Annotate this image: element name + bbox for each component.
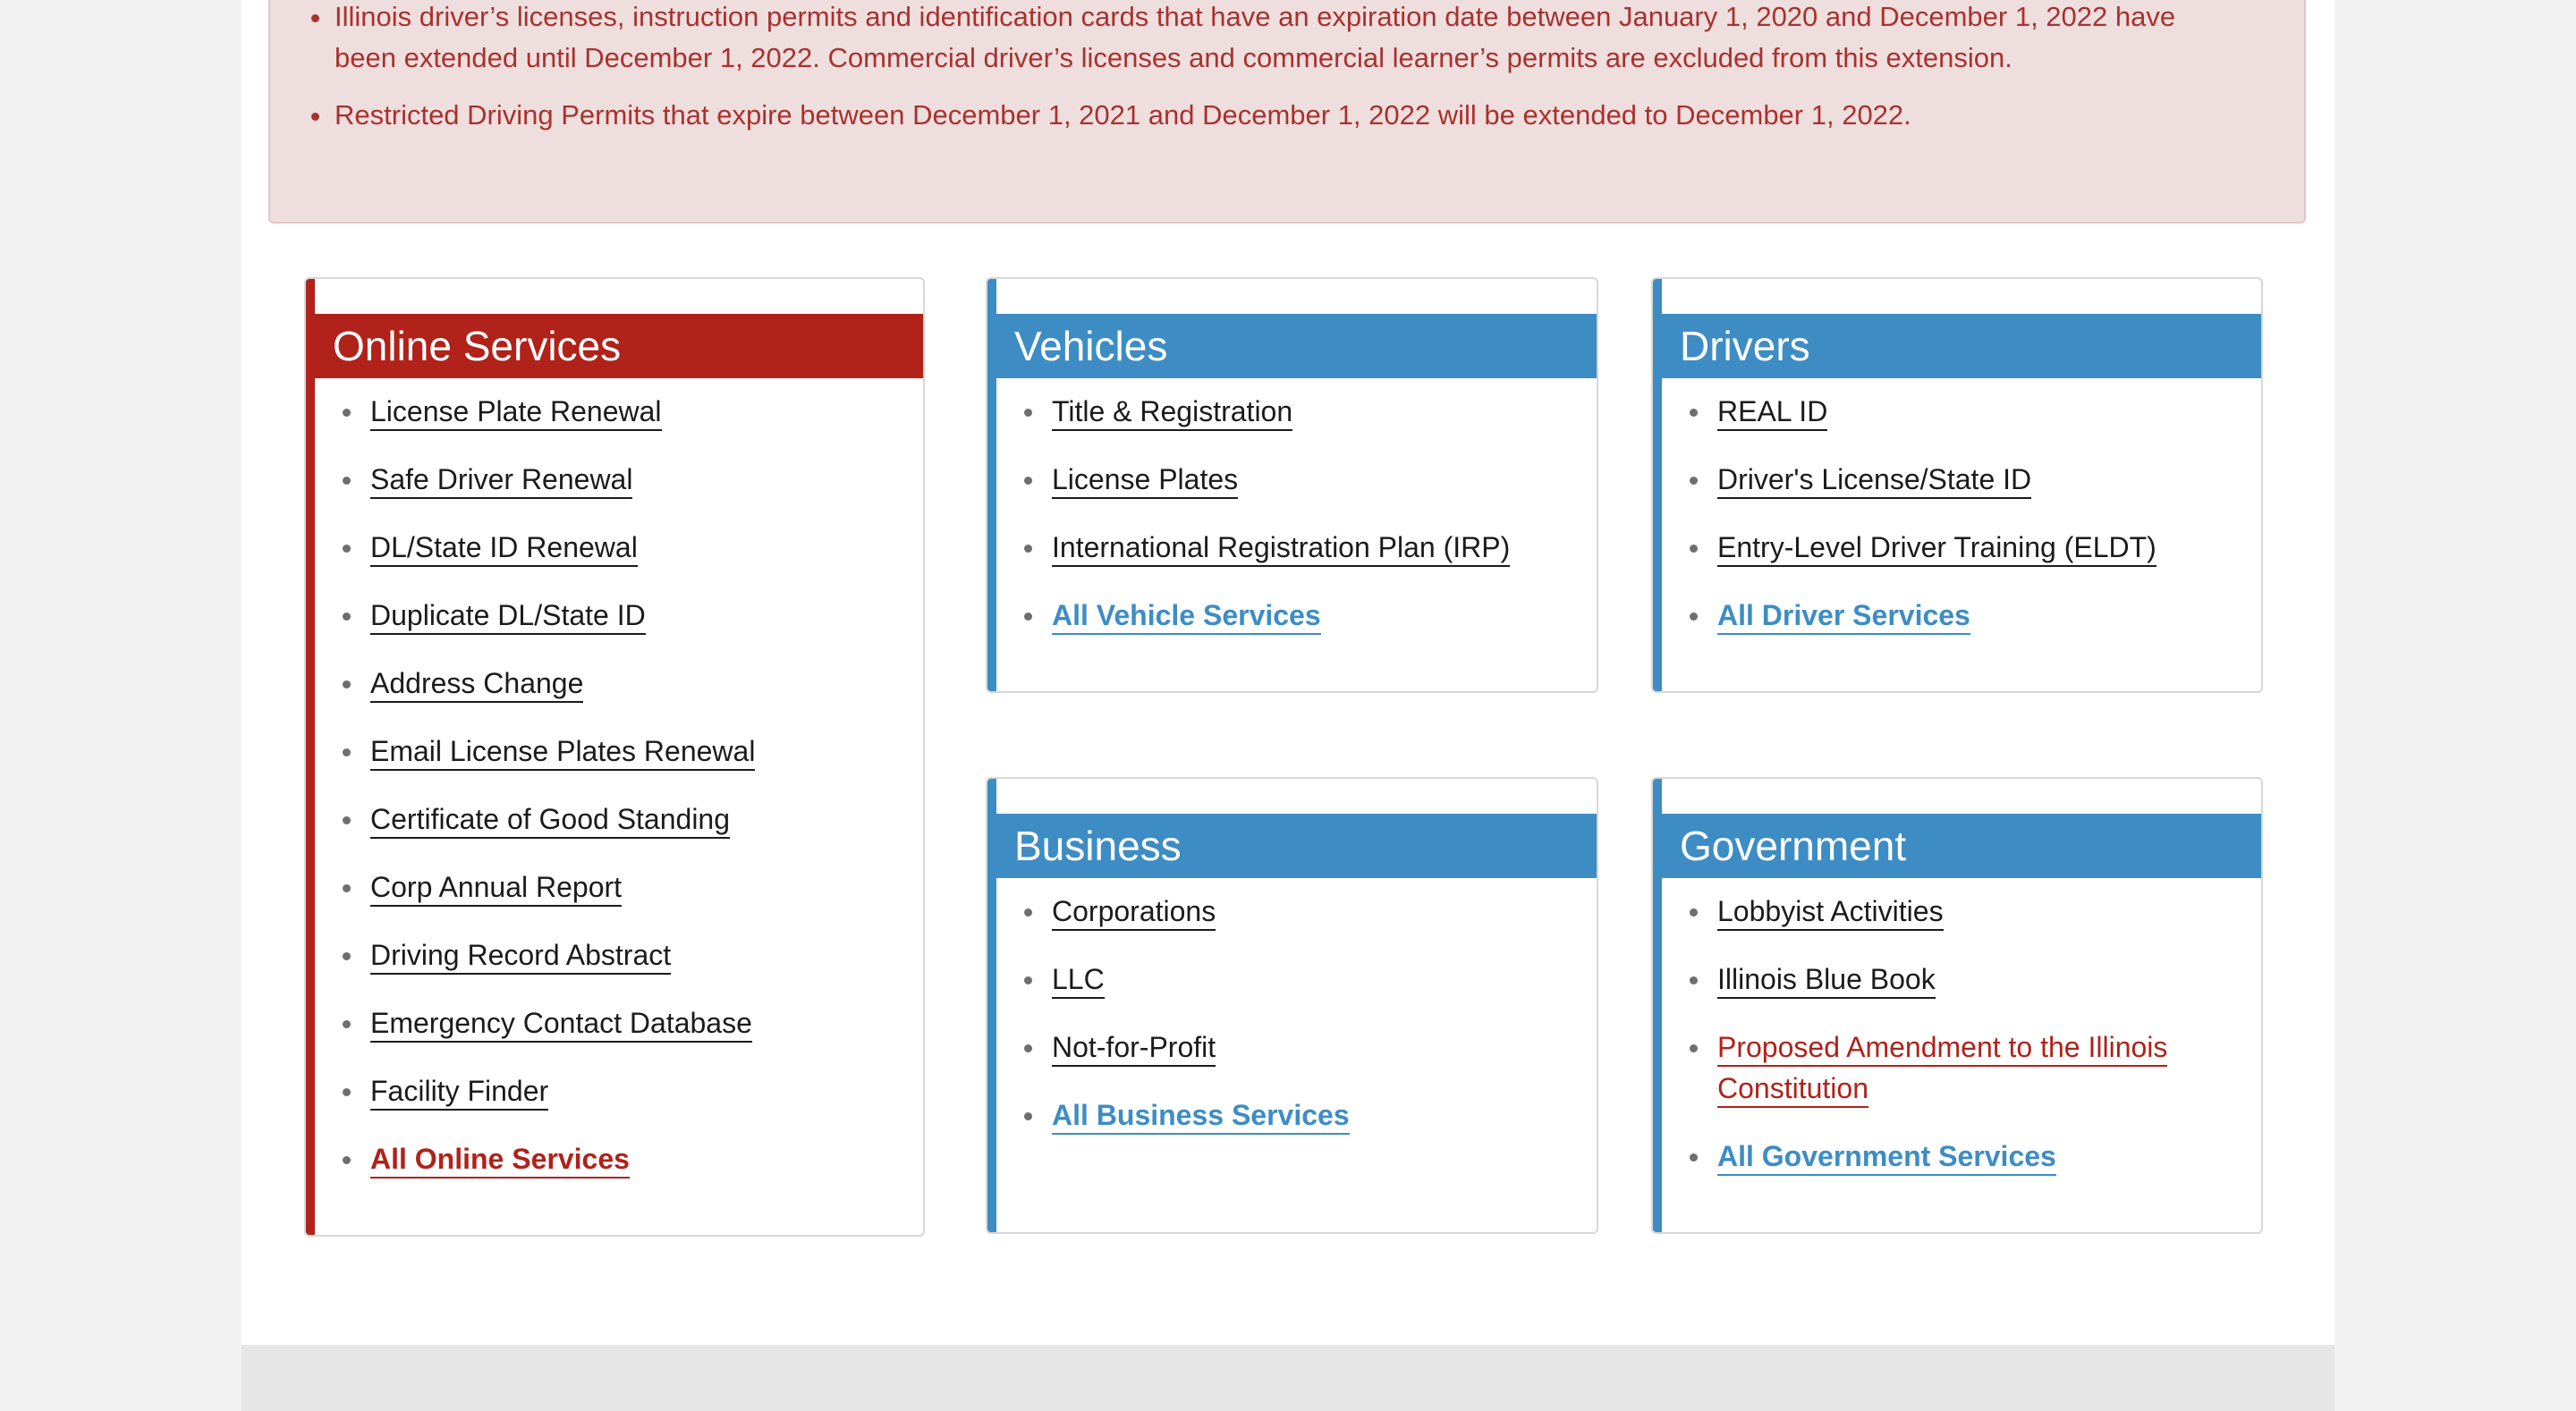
list-item [1052,391,1579,432]
list-item [370,934,905,976]
card-accent-bar [1653,279,1662,691]
facility-finder-link[interactable]: Facility Finder [370,1075,548,1111]
list-item [1052,959,1579,1000]
list-item [370,1138,905,1179]
list-item [1052,1027,1579,1068]
business-heading: Business [996,814,1597,878]
irp-link[interactable]: International Registration Plan (IRP) [1052,531,1510,567]
llc-link[interactable]: LLC [1052,963,1105,999]
list-item [1717,1136,2243,1177]
list-item [370,595,905,636]
list-item [1717,459,2243,500]
vehicles-heading: Vehicles [996,314,1597,378]
government-list [1662,891,2261,1204]
all-vehicle-services-link[interactable]: All Vehicle Services [1052,599,1321,635]
certificate-of-good-standing-link[interactable]: Certificate of Good Standing [370,803,730,839]
list-item [1717,595,2243,636]
vehicles-card [986,277,1598,693]
drivers-heading: Drivers [1662,314,2261,378]
drivers-list [1662,391,2261,663]
card-accent-bar [987,279,996,691]
business-card [986,777,1598,1234]
list-item [370,1002,905,1043]
list-item [1717,391,2243,432]
list-item [370,798,905,840]
list-item [1052,891,1579,932]
list-item [1052,595,1579,636]
all-business-services-link[interactable]: All Business Services [1052,1099,1350,1135]
extension-alert [268,0,2306,224]
list-item [370,527,905,568]
list-item [1052,527,1579,568]
list-item [370,731,905,772]
business-list [996,891,1597,1162]
all-driver-services-link[interactable]: All Driver Services [1717,599,1970,635]
vehicles-list [996,391,1597,663]
duplicate-dl-state-id-link[interactable]: Duplicate DL/State ID [370,599,646,635]
license-plates-link[interactable]: License Plates [1052,463,1238,499]
not-for-profit-link[interactable]: Not-for-Profit [1052,1031,1216,1067]
dl-state-id-renewal-link[interactable]: DL/State ID Renewal [370,531,638,567]
eldt-link[interactable]: Entry-Level Driver Training (ELDT) [1717,531,2157,567]
alert-item-license-extension: Illinois driver’s licenses, instruction permits and identification cards that have an expiration date between January 1, 2020 and December 1, 2022 have been extended until December 1, 2022. Commercial driver’s licenses and commercial learner’s permits are excluded from this extension. [335,0,2233,79]
online-services-card [304,277,925,1237]
license-plate-renewal-link[interactable]: License Plate Renewal [370,395,662,431]
proposed-amendment-link[interactable]: Proposed Amendment to the Illinois Constitution [1717,1031,2167,1108]
footer-band [242,1345,2334,1411]
emergency-contact-database-link[interactable]: Emergency Contact Database [370,1007,752,1043]
list-item [370,663,905,704]
lobbyist-activities-link[interactable]: Lobbyist Activities [1717,895,1944,931]
government-heading: Government [1662,814,2261,878]
list-item [1717,1027,2243,1109]
illinois-blue-book-link[interactable]: Illinois Blue Book [1717,963,1936,999]
email-license-plates-renewal-link[interactable]: Email License Plates Renewal [370,735,755,771]
list-item [1052,459,1579,500]
list-item [370,459,905,500]
list-item [1717,891,2243,932]
list-item [370,391,905,432]
corp-annual-report-link[interactable]: Corp Annual Report [370,871,622,907]
real-id-link[interactable]: REAL ID [1717,395,1827,431]
list-item [370,866,905,908]
list-item [1717,959,2243,1000]
online-services-heading: Online Services [315,314,923,378]
corporations-link[interactable]: Corporations [1052,895,1216,931]
drivers-card [1651,277,2263,693]
alert-item-rdp-extension: Restricted Driving Permits that expire between December 1, 2021 and December 1, 2022 will be extended to December 1, 2022. [335,95,2233,136]
all-government-services-link[interactable]: All Government Services [1717,1140,2056,1176]
address-change-link[interactable]: Address Change [370,667,583,703]
drivers-license-state-id-link[interactable]: Driver's License/State ID [1717,463,2031,499]
list-item [370,1070,905,1111]
card-accent-bar [987,779,996,1232]
alert-list [270,0,2304,136]
card-accent-bar [1653,779,1662,1232]
title-registration-link[interactable]: Title & Registration [1052,395,1292,431]
driving-record-abstract-link[interactable]: Driving Record Abstract [370,939,671,975]
safe-driver-renewal-link[interactable]: Safe Driver Renewal [370,463,632,499]
list-item [1717,527,2243,568]
online-services-list [315,391,923,1206]
all-online-services-link[interactable]: All Online Services [370,1143,630,1179]
card-accent-bar [306,279,315,1235]
government-card [1651,777,2263,1234]
list-item [1052,1094,1579,1136]
